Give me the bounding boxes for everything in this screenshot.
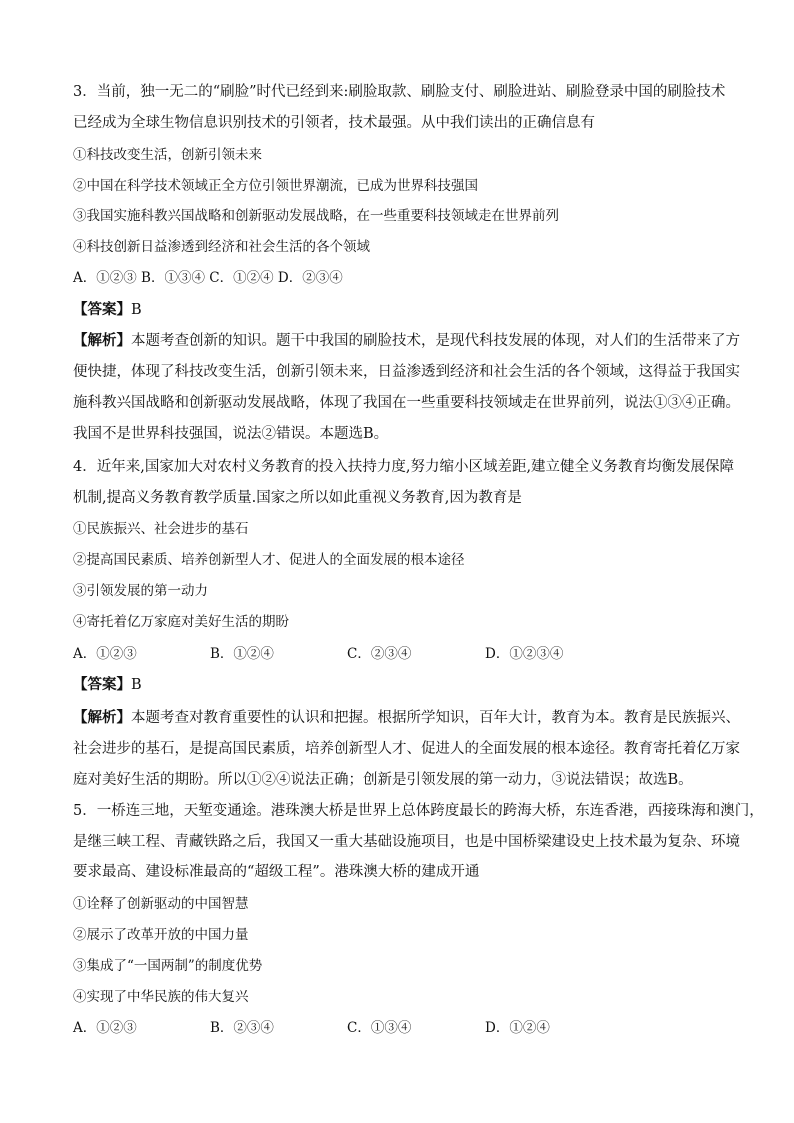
q4-stem-line1: 4．近年来,国家加大对农村义务教育的投入扶持力度,努力缩小区域差距,建立健全义务教育均衡发展保障	[73, 459, 735, 475]
q5-item-4: ④实现了中华民族的伟大复兴	[73, 989, 249, 1005]
q4-option-c: C．②③④	[347, 646, 412, 662]
q4-option-a: A．①②③	[73, 646, 137, 662]
q4-option-b: B．①②④	[210, 646, 274, 662]
q5-item-3: ③集成了“一国两制”的制度优势	[73, 958, 263, 974]
analysis-text: 本题考查对教育重要性的认识和把握。根据所学知识，百年大计，教育为本。教育是民族振兴、	[131, 710, 740, 726]
q5-stem-line3: 要求最高、建设标准最高的“超级工程”。港珠澳大桥的建成开通	[73, 864, 480, 880]
answer-tag: 【答案】	[73, 676, 131, 693]
q3-item-1: ①科技改变生活，创新引领未来	[73, 147, 262, 163]
q3-analysis-line3: 施科教兴国战略和创新驱动发展战略，体现了我国在一些重要科技领域走在世界前列，说法①③④正确。	[73, 395, 740, 411]
q4-item-1: ①民族振兴、社会进步的基石	[73, 521, 249, 537]
q5-stem-line2: 是继三峡工程、青藏铁路之后，我国又一重大基础设施项目，也是中国桥梁建设史上技术最为复杂、环境	[73, 834, 740, 850]
answer-tag: 【答案】	[73, 301, 131, 318]
q5-item-1: ①诠释了创新驱动的中国智慧	[73, 896, 249, 912]
q4-item-2: ②提高国民素质、培养创新型人才、促进人的全面发展的根本途径	[73, 552, 465, 568]
q5-item-2: ②展示了改革开放的中国力量	[73, 927, 249, 943]
q4-analysis-line3: 庭对美好生活的期盼。所以①②④说法正确；创新是引领发展的第一动力，③说法错误；故选B。	[73, 772, 693, 788]
answer-value: B	[131, 302, 142, 318]
q3-stem-line2: 已经成为全球生物信息识别技术的引领者，技术最强。从中我们读出的正确信息有	[73, 115, 595, 131]
q5-option-a: A．①②③	[73, 1020, 137, 1036]
q4-answer	[73, 675, 142, 695]
q4-stem-line2: 机制,提高义务教育教学质量.国家之所以如此重视义务教育,因为教育是	[73, 490, 522, 506]
q5-option-c: C．①③④	[347, 1020, 412, 1036]
q3-stem-line1: 3．当前，独一无二的“刷脸”时代已经到来:刷脸取款、刷脸支付、刷脸进站、刷脸登录中国的刷脸技术	[73, 84, 726, 100]
analysis-tag: 【解析】	[73, 332, 131, 349]
q3-item-4: ④科技创新日益渗透到经济和社会生活的各个领域	[73, 239, 370, 255]
answer-value: B	[131, 677, 142, 693]
analysis-text: 本题考查创新的知识。题干中我国的刷脸技术，是现代科技发展的体现，对人们的生活带来了方	[131, 333, 740, 349]
q4-analysis-line2: 社会进步的基石，是提高国民素质，培养创新型人才、促进人的全面发展的根本途径。教育寄托着亿万家	[73, 741, 740, 757]
q3-options: A．①②③ B．①③④ C．①②④ D．②③④	[73, 270, 343, 286]
q5-option-b: B．②③④	[210, 1020, 274, 1036]
q3-analysis-line4: 我国不是世界科技强国，说法②错误。本题选B。	[73, 426, 389, 442]
q3-analysis-line1	[73, 331, 740, 351]
q3-answer	[73, 300, 142, 320]
q4-option-d: D．①②③④	[485, 646, 564, 662]
analysis-tag: 【解析】	[73, 709, 131, 726]
q4-item-4: ④寄托着亿万家庭对美好生活的期盼	[73, 614, 289, 630]
q5-stem-line1: 5．一桥连三地，天堑变通途。港珠澳大桥是世界上总体跨度最长的跨海大桥，东连香港，西接珠海和澳门，	[73, 803, 764, 819]
q3-analysis-line2: 便快捷，体现了科技改变生活，创新引领未来，日益渗透到经济和社会生活的各个领域，这得益于我国实	[73, 364, 740, 380]
q3-item-3: ③我国实施科教兴国战略和创新驱动发展战略，在一些重要科技领域走在世界前列	[73, 208, 559, 224]
q5-option-d: D．①②④	[485, 1020, 550, 1036]
q4-analysis-line1	[73, 708, 740, 728]
q3-item-2: ②中国在科学技术领域正全方位引领世界潮流，已成为世界科技强国	[73, 178, 478, 194]
q4-item-3: ③引领发展的第一动力	[73, 583, 208, 599]
